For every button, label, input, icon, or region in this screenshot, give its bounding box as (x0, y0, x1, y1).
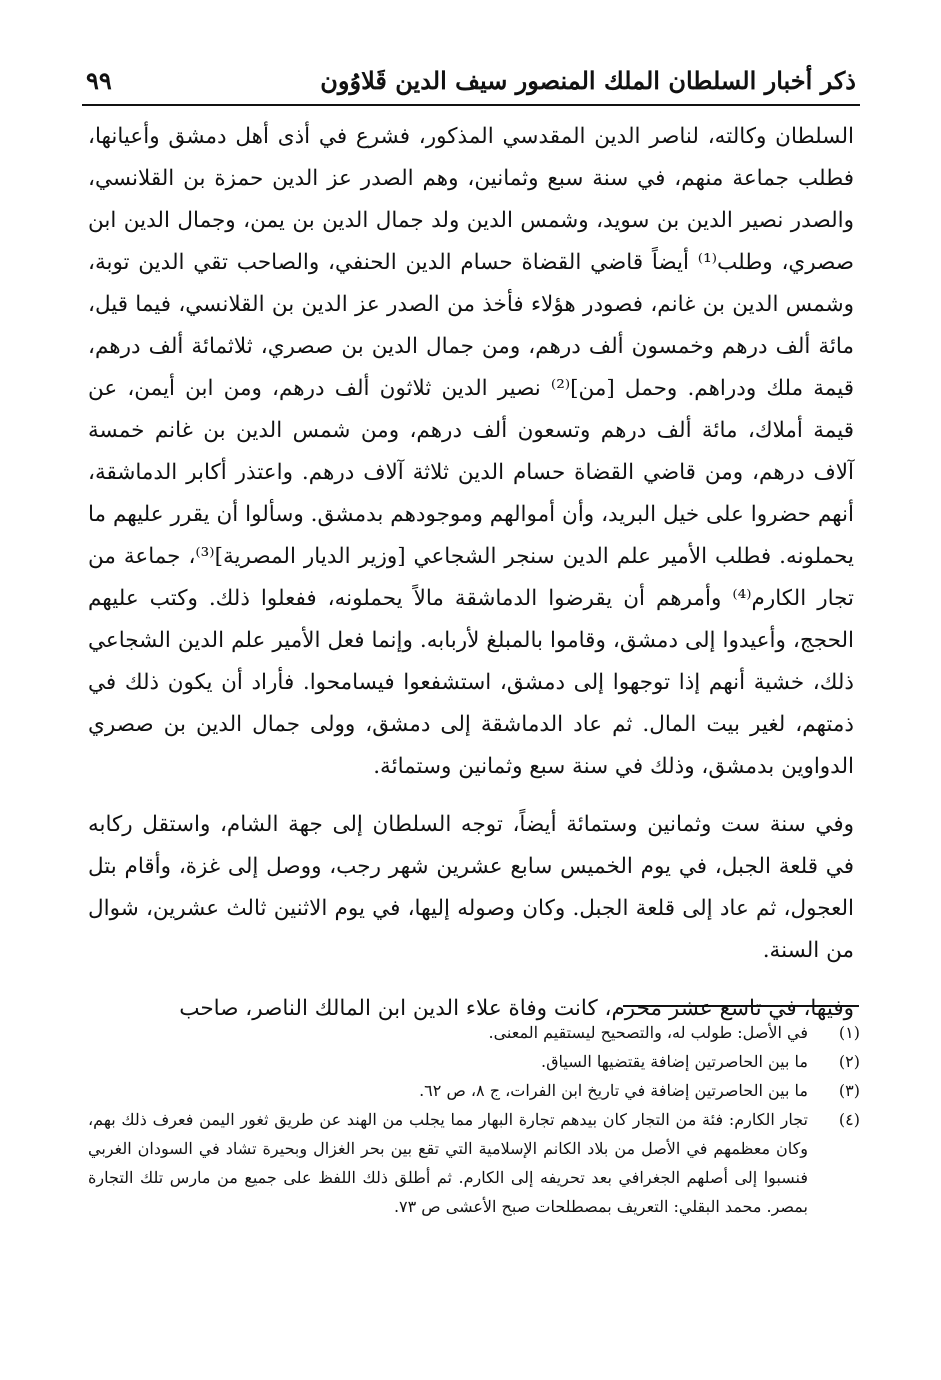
footnote-text: تجار الكارم: فئة من التجار كان بيدهم تجارة البهار مما يجلب من الهند عن طريق ثغور اليمن فعرف ذلك بهم، وكان معظمهم في الأصل من بلاد الكانم الإسلامية التي تقع بين بحر الغزال وبحيرة تشاد في السودان الغربي فنسبوا إلى أصلهم الجغرافي بعد تحريفه إلى الكارم. ثم أطلق ذلك اللفظ على جميع من مارس تلك التجارة بمصر. محمد البقلي: التعريف بمصطلحات صبح الأعشى ص ٧٣. (88, 1110, 808, 1216)
footnote (88, 1105, 860, 1221)
footnote-separator (623, 1005, 859, 1007)
footnote-number: (٤) (838, 1110, 860, 1129)
paragraph: وفي سنة ست وثمانين وستمائة أيضاً، توجه السلطان إلى جهة الشام، واستقل ركابه في قلعة الجبل، في يوم الخميس سابع عشرين شهر رجب، ووصل إلى غزة، وأقام بتل العجول، ثم عاد إلى قلعة الجبل. وكان وصوله إليها، في يوم الاثنين ثالث عشرين، شوال من السنة. (88, 812, 854, 963)
footnotes (88, 1018, 860, 1221)
footnote (88, 1076, 860, 1105)
paragraph: وفيها، في تاسع عشر محرم، كانت وفاة علاء الدين ابن المالك الناصر، صاحب (179, 996, 854, 1021)
running-header (82, 60, 860, 106)
running-title: ذكر أخبار السلطان الملك المنصور سيف الدين قَلاوُون (320, 66, 856, 95)
footnote-number: (١) (838, 1023, 860, 1042)
footnote-number: (٢) (838, 1052, 860, 1071)
footnote (88, 1047, 860, 1076)
footnote-number: (٣) (838, 1081, 860, 1100)
footnote-text: ما بين الحاصرتين إضافة يقتضيها السياق. (541, 1052, 808, 1071)
page-number: ٩٩ (86, 66, 112, 95)
footnote-text: ما بين الحاصرتين إضافة في تاريخ ابن الفرات، ج ٨، ص ٦٢. (419, 1081, 808, 1100)
paragraph: السلطان وكالته، لناصر الدين المقدسي المذكور، فشرع في أذى أهل دمشق وأعيانها، فطلب جماعة منهم، في سنة سبع وثمانين، وهم الصدر عز الدين حمزة بن القلانسي، والصدر نصير الدين بن سويد، وشمس الدين ولد جمال الدين بن يمن، وجمال الدين ابن صصري، وطلب⁽¹⁾ أيضاً قاضي القضاة حسام الدين الحنفي، والصاحب تقي الدين توبة، وشمس الدين بن غانم، فصودر هؤلاء فأخذ من الصدر عز الدين بن القلانسي، فيما قيل، مائة ألف درهم وخمسون ألف درهم، ومن جمال الدين بن صصري، ثلاثمائة ألف درهم، قيمة ملك ودراهم. وحمل [من]⁽²⁾ نصير الدين ثلاثون ألف درهم، ومن ابن أيمن، عن قيمة أملاك، مائة ألف درهم وتسعون ألف درهم، ومن شمس الدين بن غانم خمسة آلاف درهم، ومن قاضي القضاة حسام الدين ثلاثة آلاف درهم. واعتذر أكابر الدماشقة، أنهم حضروا على خيل البريد، وأن أموالهم وموجودهم بدمشق. وسألوا أن يقرر عليهم ما يحملونه. فطلب الأمير علم الدين سنجر الشجاعي [وزير الديار المصرية]⁽³⁾، جماعة من تجار الكارم⁽⁴⁾ وأمرهم أن يقرضوا الدماشقة مالاً يحملونه، ففعلوا ذلك. وكتب عليهم الحجج، وأعيدوا إلى دمشق، وقاموا بالمبلغ لأربابه. وإنما فعل الأمير علم الدين الشجاعي ذلك، خشية أنهم إذا توجهوا إلى دمشق، استشفعوا فيسامحوا. فأراد أن يكون ذلك في ذمتهم، لغير بيت المال. ثم عاد الدماشقة إلى دمشق، وولى جمال الدين بن صصري الدواوين بدمشق، وذلك في سنة سبع وثمانين وستمائة. (88, 124, 854, 779)
footnote-text: في الأصل: طولب له، والتصحيح ليستقيم المعنى. (488, 1023, 808, 1042)
main-text (88, 116, 854, 1030)
footnote (88, 1018, 860, 1047)
